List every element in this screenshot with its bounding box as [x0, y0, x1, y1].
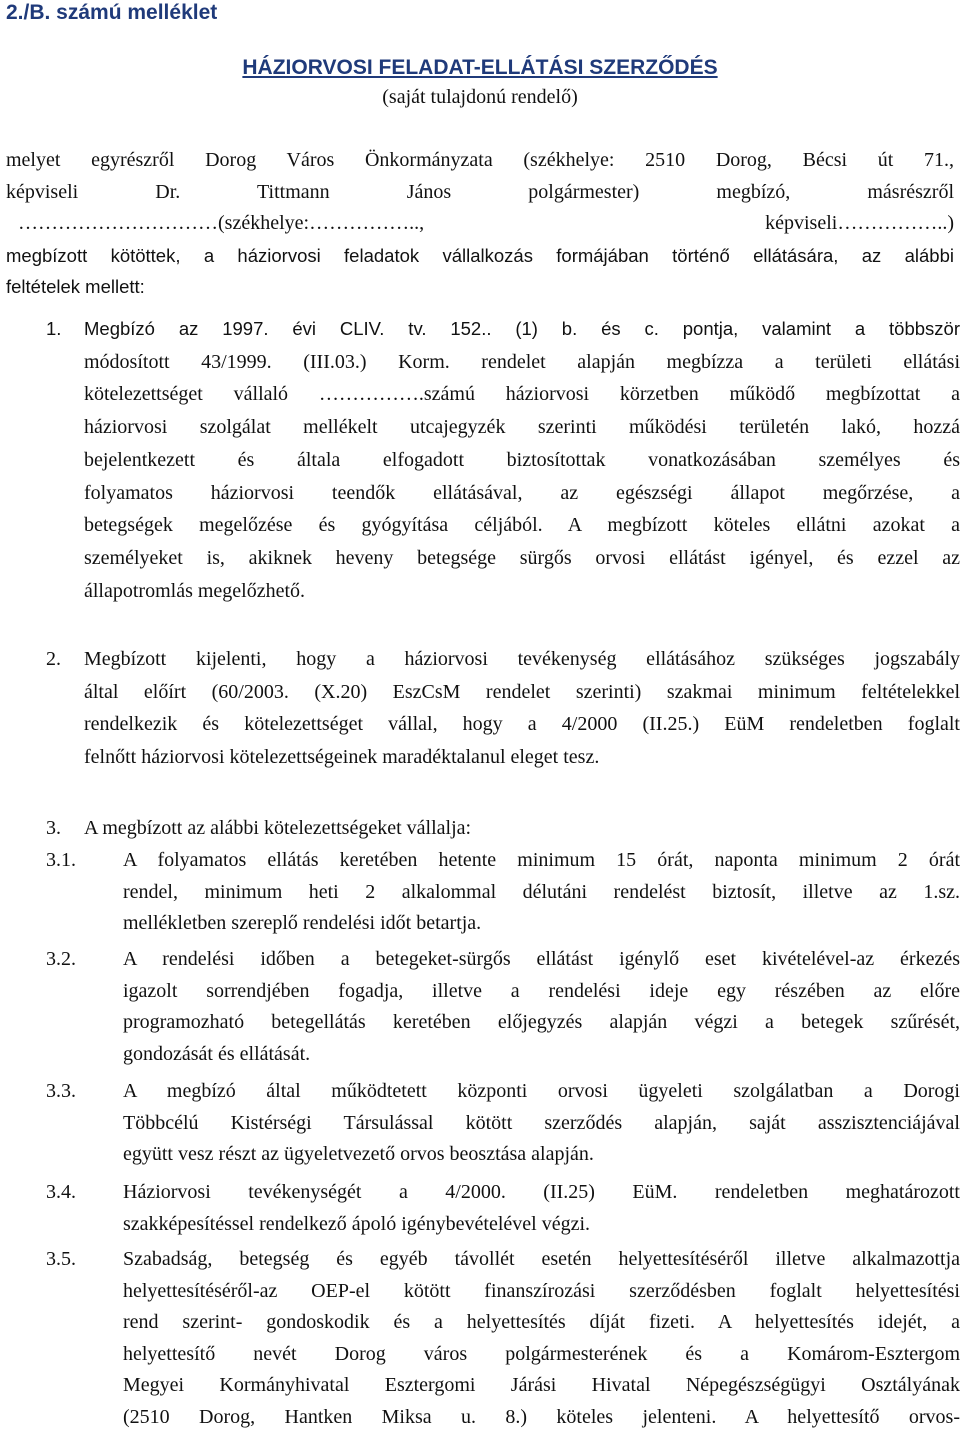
- subclause-3-1: [46, 845, 960, 940]
- clause-2: [46, 643, 960, 774]
- clause-line: háziorvosi szolgálat mellékelt utcajegyzék szerinti működési területén lakó, hozzá: [84, 416, 960, 439]
- subclause-line: Szabadság, betegség és egyéb távollét esetén helyettesítéséről illetve alkalmazottja: [123, 1248, 960, 1270]
- intro-line: feltételek mellett:: [6, 276, 145, 297]
- subclause-number: 3.3.: [46, 1080, 76, 1102]
- subclause-body: [123, 1177, 960, 1240]
- subclause-line: A rendelési időben a betegeket-sürgős ellátást igénylő eset kivételével-az érkezés: [123, 948, 960, 970]
- clause-number: 3.: [46, 817, 61, 839]
- clause-line: módosított 43/1999. (III.03.) Korm. rendelet alapján megbízza a területi ellátási: [84, 350, 960, 373]
- document-subtitle: (saját tulajdonú rendelő): [382, 86, 578, 108]
- subclause-body: [123, 1076, 960, 1171]
- subclause-line: A folyamatos ellátás keretében hetente minimum 15 órát, naponta minimum 2 órát: [123, 849, 960, 871]
- clause-heading: [84, 812, 960, 845]
- subclause-line: rend szerint- gondoskodik és a helyettesítés díját fizeti. A helyettesítés idejét, a: [123, 1311, 960, 1333]
- clause-heading-text: A megbízott az alábbi kötelezettségeket vállalja:: [84, 817, 472, 839]
- clause-line: folyamatos háziorvosi teendők ellátásával, az egészségi állapot megőrzése, a: [84, 481, 960, 504]
- clause-number: 2.: [46, 648, 61, 670]
- subclause-line: gondozását és ellátását.: [123, 1042, 311, 1065]
- clause-line: rendelkezik és kötelezettséget vállal, hogy a 4/2000 (II.25.) EüM rendeletben foglalt: [84, 713, 960, 736]
- clause-line: kötelezettséget vállaló …………….számú háziorvosi körzetben működő megbízottat a: [84, 383, 960, 406]
- subclause-number: 3.5.: [46, 1248, 76, 1270]
- clause-line: Megbízott kijelenti, hogy a háziorvosi tevékenység ellátásához szükséges jogszabály: [84, 648, 960, 670]
- subclause-number: 3.2.: [46, 948, 76, 970]
- clause-1: [46, 313, 960, 607]
- subclause-3-4: [46, 1177, 960, 1240]
- subclause-line: szakképesítéssel rendelkező ápoló igénybevételével végzi.: [123, 1212, 591, 1235]
- subclause-line: programozható betegellátás keretében előjegyzés alapján végzi a betegek szűrését,: [123, 1011, 960, 1033]
- intro-line: …………………………(székhelye:…………….., képviseli……………..): [18, 212, 954, 234]
- subclause-line: helyettesítéséről-az OEP-el kötött finanszírozási szerződésben foglalt helyettesítési: [123, 1279, 960, 1302]
- annex-label: 2./B. számú melléklet: [6, 1, 218, 24]
- clause-line: által előírt (60/2003. (X.20) EszCsM rendelet szerinti) szakmai minimum feltételekkel: [84, 680, 960, 703]
- subclause-line: Megyei Kormányhivatal Esztergomi Járási Hivatal Népegészségügyi Osztályának: [123, 1374, 960, 1396]
- clause-line: bejelentkezett és általa elfogadott biztosítottak vonatkozásában személyes és: [84, 448, 960, 471]
- subclause-line: igazolt sorrendjében fogadja, illetve a rendelési ideje egy részében az előre: [123, 979, 960, 1002]
- clause-line: betegségek megelőzése és gyógyítása céljából. A megbízott köteles ellátni azokat a: [84, 514, 960, 537]
- subclause-body: [123, 845, 960, 940]
- clause-line: személyeket is, akiknek heveny betegsége sürgős orvosi ellátást igényel, és ezzel az: [84, 546, 960, 569]
- clause-body: [84, 313, 960, 607]
- subclause-line: Háziorvosi tevékenységét a 4/2000. (II.25) EüM. rendeletben meghatározott: [123, 1181, 960, 1203]
- subclause-number: 3.1.: [46, 849, 76, 871]
- subclause-line: rendel, minimum heti 2 alkalommal délutáni rendelést biztosít, illetve az 1.sz.: [123, 880, 960, 903]
- subclause-line: helyettesítő nevét Dorog város polgármesterének és a Komárom-Esztergom: [123, 1342, 960, 1365]
- subclause-body: [123, 944, 960, 1070]
- subclause-line: együtt vesz részt az ügyeletvezető orvos beosztása alapján.: [123, 1143, 594, 1165]
- subclause-line: Többcélú Kistérségi Társulással kötött szerződés alapján, saját asszisztenciájával: [123, 1111, 960, 1134]
- subclause-body: [123, 1244, 960, 1433]
- subclause-line: A megbízó által működtetett központi orvosi ügyeleti szolgálatban a Dorogi: [123, 1080, 960, 1102]
- subclause-line: mellékletben szereplő rendelési időt betartja.: [123, 912, 482, 934]
- intro-line: melyet egyrészről Dorog Város Önkormányzata (székhelye: 2510 Dorog, Bécsi út 71.,: [6, 149, 954, 171]
- clause-line: állapotromlás megelőzhető.: [84, 579, 306, 602]
- subclause-3-3: [46, 1076, 960, 1171]
- intro-line: képviseli Dr. Tittmann János polgármester) megbízó, másrészről: [6, 180, 954, 203]
- subclause-3-5: [46, 1244, 960, 1433]
- clause-line: Megbízó az 1997. évi CLIV. tv. 152.. (1) b. és c. pontja, valamint a többször: [84, 318, 960, 339]
- clause-3: [46, 812, 960, 845]
- subclause-line: (2510 Dorog, Hantken Miksa u. 8.) köteles jelenteni. A helyettesítő orvos-: [123, 1405, 960, 1428]
- intro-line: megbízott kötöttek, a háziorvosi feladatok vállalkozás formájában történő ellátására, az alábbi: [6, 244, 954, 266]
- subclause-number: 3.4.: [46, 1181, 76, 1203]
- clause-body: [84, 643, 960, 774]
- intro-paragraph: [6, 145, 954, 303]
- clause-line: felnőtt háziorvosi kötelezettségeinek maradéktalanul eleget tesz.: [84, 746, 600, 769]
- clause-number: 1.: [46, 318, 62, 339]
- subclause-3-2: [46, 944, 960, 1070]
- document-title: HÁZIORVOSI FELADAT-ELLÁTÁSI SZERZŐDÉS: [242, 56, 718, 79]
